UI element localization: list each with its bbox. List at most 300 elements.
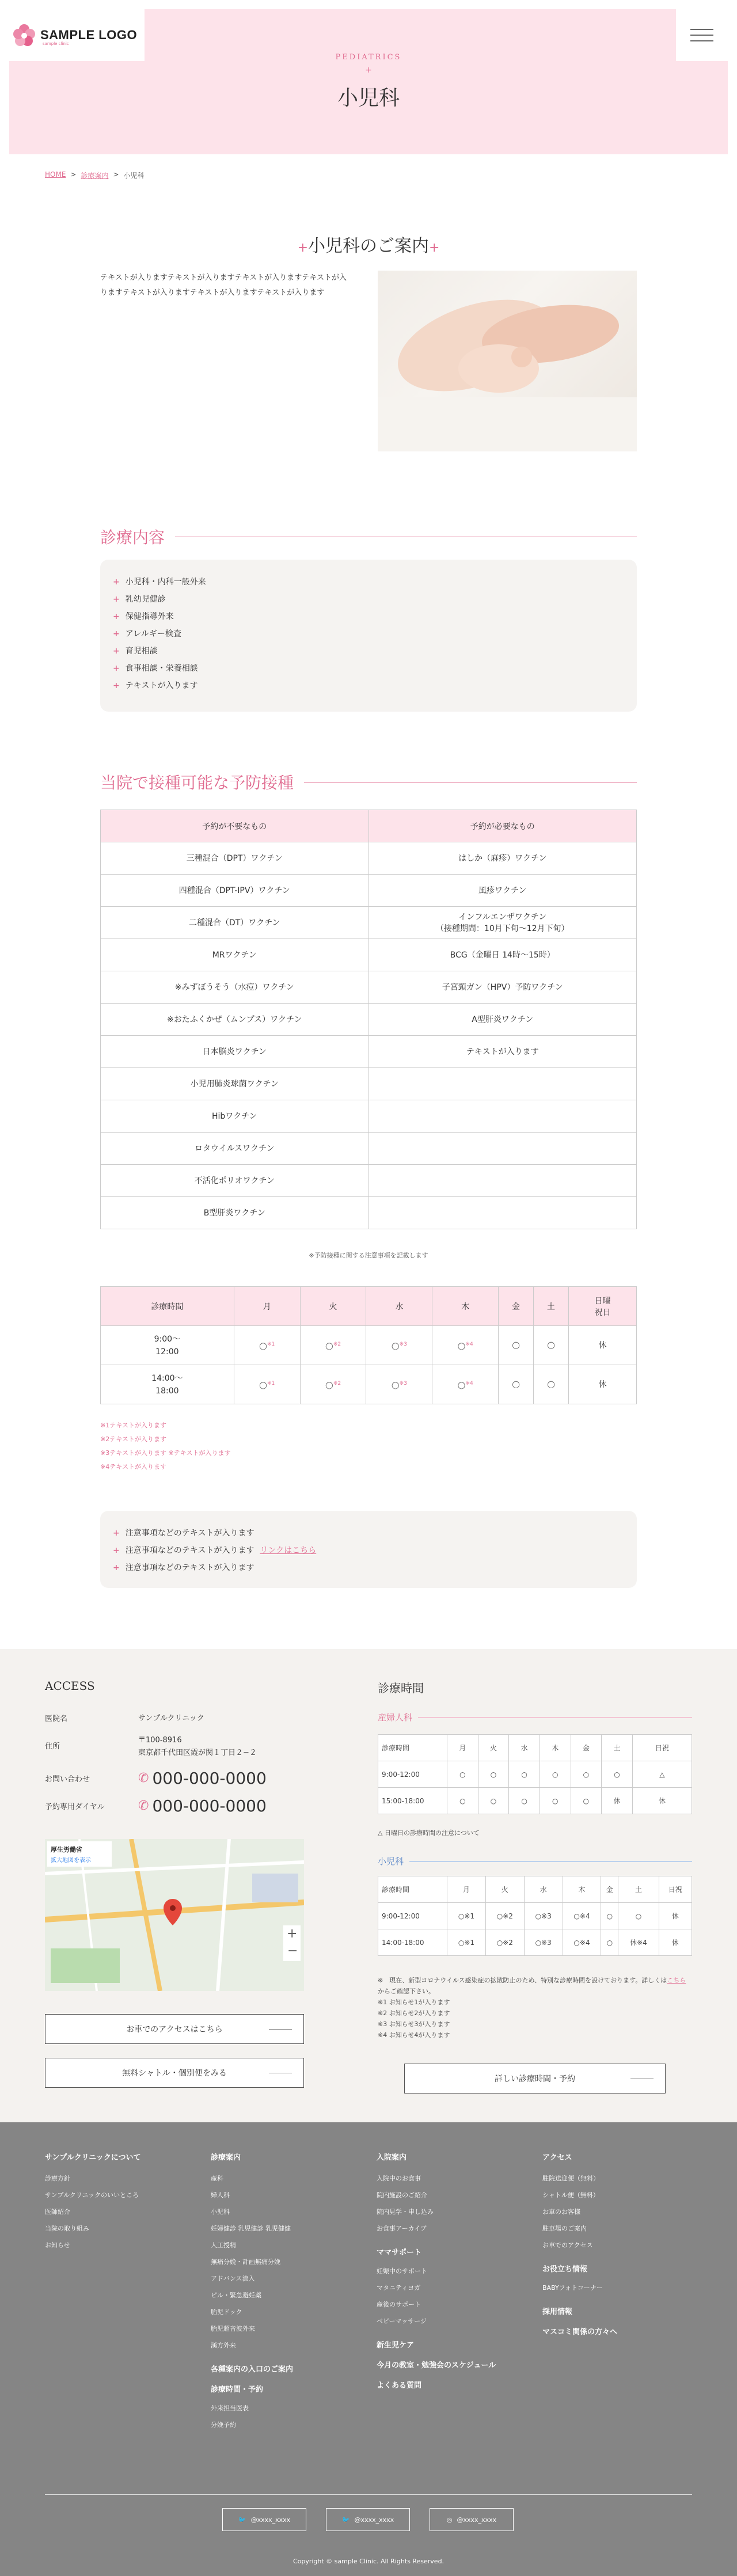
twitter-link[interactable]: 🐦 @xxxx_xxxx: [222, 2508, 306, 2531]
footnote-ref: ※1: [267, 1380, 275, 1386]
footnote-ref: ※3: [399, 1341, 407, 1347]
mini-cell: ○※3: [524, 1903, 563, 1929]
vaccine-cell: 小児用肺炎球菌ワクチン: [101, 1068, 369, 1100]
instagram-icon: ◎: [446, 2516, 453, 2524]
mini-header-cell: 日祝: [632, 1735, 692, 1761]
vaccine-cell-text: インフルエンザワクチン: [458, 912, 547, 922]
vaccine-cell: 不活化ポリオワクチン: [101, 1165, 369, 1197]
mini-header-cell: 火: [485, 1876, 524, 1903]
plus-icon: +: [113, 629, 120, 639]
mini-header-cell: 月: [447, 1876, 486, 1903]
hours-cell: [569, 1365, 637, 1404]
mini-header-cell: 水: [509, 1735, 540, 1761]
footer-link[interactable]: 婦人科: [211, 2191, 230, 2199]
twitter-icon: 🐦: [238, 2516, 246, 2524]
hours-cell: [534, 1365, 569, 1404]
car-access-button[interactable]: お車でのアクセスはこちら: [45, 2014, 304, 2044]
peds-note-covid: ※ 現在、新型コロナウイルス感染症の拡散防止のため、特別な診療時間を設けております。詳しくはこちらからご確認下さい。: [378, 1977, 686, 1995]
footer-col-services: [211, 2151, 293, 2433]
mini-cell: ○: [602, 1761, 633, 1788]
footer-link[interactable]: 妊娠中のサポート: [377, 2267, 427, 2275]
services-panel: [100, 560, 637, 712]
vaccine-cell: [368, 842, 637, 875]
detailed-hours-button[interactable]: 詳しい診療時間・予約: [404, 2064, 666, 2094]
vaccine-cell-text: 風疹ワクチン: [478, 886, 527, 895]
time-line: 18:00: [155, 1386, 179, 1396]
mini-row: [378, 1929, 692, 1956]
availability-mark: 休: [598, 1380, 607, 1389]
service-item-label: 育児相談: [125, 647, 158, 656]
footer-link[interactable]: シャトル便（無料）: [542, 2191, 599, 2199]
footnote: ※3テキストが入ります ※テキストが入ります: [100, 1449, 231, 1457]
vaccine-cell-text: テキストが入ります: [466, 1047, 539, 1057]
footer-heading[interactable]: マスコミ関係の方々へ: [542, 2328, 618, 2336]
footnote-ref: ※4: [465, 1341, 473, 1347]
service-item: [113, 677, 624, 694]
service-item-label: 乳幼児健診: [125, 595, 166, 604]
baby-hands-photo: [378, 271, 637, 451]
vaccines-title: 当院で接種可能な予防接種: [100, 773, 294, 792]
mini-header-cell: 土: [602, 1735, 633, 1761]
hours-cell: [499, 1365, 534, 1404]
footnote: ※4テキストが入ります: [100, 1463, 166, 1471]
instagram-link[interactable]: ◎ @xxxx_xxxx: [430, 2508, 514, 2531]
vaccine-cell: [368, 907, 637, 939]
footer-link[interactable]: 駐車場のご案内: [542, 2225, 587, 2232]
mini-cell: ○※4: [563, 1929, 601, 1956]
vaccine-cell: [368, 1197, 637, 1229]
availability-mark: ○: [391, 1379, 400, 1390]
peds-heading: 小児科: [378, 1855, 692, 1867]
mini-cell: ○: [571, 1788, 602, 1814]
vaccine-row: [101, 875, 637, 907]
plus-icon: +: [113, 595, 120, 604]
hours-cell: [366, 1365, 432, 1404]
mini-cell: ○: [540, 1761, 571, 1788]
footer-link[interactable]: ピル・緊急避妊薬: [211, 2292, 261, 2299]
phone-icon: ✆: [138, 1771, 149, 1785]
mini-cell: 14:00-18:00: [378, 1929, 447, 1956]
access-title: ACCESS: [45, 1679, 95, 1693]
mini-cell: ○: [571, 1761, 602, 1788]
map-zoom-in-button[interactable]: +: [287, 1927, 298, 1941]
peds-note: ※3 お知らせ3が入ります: [378, 2020, 450, 2028]
footer-link[interactable]: 外来担当医表: [211, 2404, 249, 2412]
map-place-label: 厚生労働省: [51, 1846, 82, 1853]
service-item-label: 保健指導外来: [125, 612, 174, 621]
pediatric-hours-table: [100, 1286, 637, 1404]
vaccine-cell: 日本脳炎ワクチン: [101, 1036, 369, 1068]
vaccine-cell: [368, 939, 637, 971]
peds-note: ※1 お知らせ1が入ります: [378, 1999, 450, 2006]
mini-header-cell: 木: [540, 1735, 571, 1761]
footer-col-access: [542, 2151, 617, 2342]
vaccine-cell: [368, 1036, 637, 1068]
hours-row: [101, 1365, 637, 1404]
service-item: [113, 643, 624, 660]
intro-title-text: 小児科のご案内: [308, 236, 429, 256]
vaccine-cell-subtext: （接種期間：10月下旬〜12月下旬）: [435, 924, 569, 933]
menu-line-icon: [690, 40, 713, 41]
breadcrumb-home-link[interactable]: HOME: [45, 170, 66, 178]
mini-row: [378, 1788, 692, 1814]
footer-link[interactable]: 人工授精: [211, 2241, 236, 2249]
hours-cell: [234, 1326, 300, 1365]
hours-cell: [432, 1365, 499, 1404]
availability-mark: ○: [457, 1379, 466, 1390]
mini-header-cell: 診療時間: [378, 1876, 447, 1903]
access-section: [0, 1649, 737, 2122]
clinic-hours-title: 診療時間: [378, 1681, 424, 1695]
mini-cell: △: [632, 1761, 692, 1788]
footer-link[interactable]: ベビーマッサージ: [377, 2317, 427, 2325]
vaccine-cell-text: はしか（麻疹）ワクチン: [458, 853, 547, 863]
footer-divider: [45, 2494, 692, 2495]
vaccine-cell: 四種混合（DPT-IPV）ワクチン: [101, 875, 369, 907]
hours-header-cell: 火: [300, 1287, 366, 1326]
twitter-icon: 🐦: [341, 2516, 350, 2524]
plus-icon: +: [113, 577, 120, 587]
vaccine-cell: ※おたふくかぜ（ムンプス）ワクチン: [101, 1004, 369, 1036]
hours-cell: [300, 1326, 366, 1365]
vaccine-row: [101, 939, 637, 971]
hero-plus-mark: +: [365, 66, 372, 75]
hours-header-cell: 土: [534, 1287, 569, 1326]
services-heading: [100, 525, 637, 548]
vaccine-row: [101, 1004, 637, 1036]
footer-link[interactable]: 胎児ドック: [211, 2308, 242, 2316]
hours-cell: [432, 1326, 499, 1365]
mini-cell: ○: [447, 1788, 478, 1814]
notice-panel: [100, 1511, 637, 1588]
footer-col-hospital: [377, 2151, 496, 2396]
mini-cell: ○: [509, 1761, 540, 1788]
mini-cell: ○: [601, 1929, 618, 1956]
notice-item: + 注意事項などのテキストが入ります: [113, 1525, 624, 1542]
mini-cell: ○※2: [485, 1903, 524, 1929]
availability-mark: ○: [325, 1379, 333, 1390]
hours-time-cell: [101, 1365, 234, 1404]
vaccine-cell: ※みずぼうそう（水痘）ワクチン: [101, 971, 369, 1004]
footer-link[interactable]: 漢方外来: [211, 2342, 236, 2349]
hours-header-cell: 水: [366, 1287, 432, 1326]
twitter-link[interactable]: 🐦 @xxxx_xxxx: [326, 2508, 410, 2531]
footer-link[interactable]: 医師紹介: [45, 2208, 70, 2216]
vaccine-cell: [368, 875, 637, 907]
service-item: [113, 591, 624, 608]
vaccine-row: [101, 907, 637, 939]
vaccine-row: [101, 842, 637, 875]
footer-link[interactable]: 診療方針: [45, 2175, 70, 2182]
footer-link[interactable]: 院内見学・申し込み: [377, 2208, 434, 2216]
breadcrumb-parent-link[interactable]: 診療案内: [81, 172, 109, 180]
contact-row: お問い合わせ ✆ 000-000-0000: [45, 1769, 267, 1788]
mini-cell: ○※1: [447, 1929, 486, 1956]
time-line: 12:00: [155, 1347, 179, 1357]
shuttle-button[interactable]: 無料シャトル・個別便をみる: [45, 2058, 304, 2088]
obgyn-hours-table: [378, 1734, 692, 1814]
breadcrumb-separator: >: [113, 170, 119, 178]
availability-mark: ○: [547, 1339, 556, 1350]
footnote-ref: ※2: [333, 1380, 341, 1386]
mini-header-cell: 木: [563, 1876, 601, 1903]
vaccine-row: [101, 1165, 637, 1197]
footer-heading[interactable]: サンプルクリニックについて: [45, 2153, 141, 2162]
mini-header-cell: 月: [447, 1735, 478, 1761]
mini-cell: 休: [632, 1788, 692, 1814]
plus-icon: +: [297, 241, 308, 255]
vaccine-cell: [368, 1004, 637, 1036]
hours-header-cell: [569, 1287, 637, 1326]
vaccine-table: [100, 810, 637, 1229]
mini-header-cell: 診療時間: [378, 1735, 447, 1761]
notice-list: [100, 1511, 637, 1590]
footer-heading[interactable]: 新生児ケア: [377, 2341, 415, 2350]
vaccine-cell: MRワクチン: [101, 939, 369, 971]
footer-link[interactable]: 小児科: [211, 2208, 230, 2216]
mini-cell: ○※2: [485, 1929, 524, 1956]
vaccine-col-no-reservation: 予約が不要なもの: [101, 810, 369, 842]
mini-header-cell: 火: [478, 1735, 509, 1761]
footer-heading[interactable]: 診療時間・予約: [211, 2385, 264, 2394]
service-item-label: 食事相談・栄養相談: [125, 664, 198, 673]
plus-icon: +: [113, 1546, 120, 1555]
google-map[interactable]: [45, 1839, 304, 1991]
map-enlarge-link[interactable]: 拡大地図を表示: [51, 1857, 91, 1864]
vaccine-row: [101, 1036, 637, 1068]
footer-link[interactable]: 分娩予約: [211, 2421, 236, 2429]
vaccine-cell: [368, 971, 637, 1004]
mini-header-cell: 金: [601, 1876, 618, 1903]
hours-time-cell: [101, 1326, 234, 1365]
vaccines-heading: [100, 770, 637, 793]
services-list: [100, 560, 637, 708]
phone-icon: ✆: [138, 1799, 149, 1813]
plus-icon: +: [113, 1529, 120, 1538]
mini-cell: 休: [659, 1929, 692, 1956]
mini-cell: ○※3: [524, 1929, 563, 1956]
footer-heading[interactable]: 診療案内: [211, 2153, 241, 2162]
vaccine-cell: 二種混合（DT）ワクチン: [101, 907, 369, 939]
hours-cell: [499, 1326, 534, 1365]
footnote-ref: ※1: [267, 1341, 275, 1347]
page-title: 小児科: [337, 86, 400, 110]
vaccine-cell: [368, 1133, 637, 1165]
plus-icon: +: [429, 241, 440, 255]
breadcrumb: [45, 170, 145, 180]
footer-link[interactable]: お車のお客様: [542, 2208, 580, 2216]
footnote-ref: ※3: [399, 1380, 407, 1386]
obgyn-heading: 産婦人科: [378, 1711, 692, 1723]
hours-cell: [366, 1326, 432, 1365]
vaccine-cell: 三種混合（DPT）ワクチン: [101, 842, 369, 875]
notice-item: + 注意事項などのテキストが入ります リンクはこちら: [113, 1542, 624, 1559]
plus-icon: +: [113, 681, 120, 690]
hours-cell: [234, 1365, 300, 1404]
copyright: Copyright © sample Clinic. All Rights Reserved.: [292, 2558, 445, 2565]
breadcrumb-separator: >: [70, 170, 77, 178]
vaccine-row: [101, 1100, 637, 1133]
mini-cell: 9:00-12:00: [378, 1761, 447, 1788]
logo-text: SAMPLE LOGO: [40, 28, 138, 42]
vaccine-cell: ロタウイルスワクチン: [101, 1133, 369, 1165]
mini-cell: ○※1: [447, 1903, 486, 1929]
hours-cell: [300, 1365, 366, 1404]
vaccine-cell: [368, 1165, 637, 1197]
mini-header-cell: 金: [571, 1735, 602, 1761]
peds-note-link[interactable]: こちら: [667, 1977, 686, 1984]
hero-english-title: PEDIATRICS: [335, 53, 402, 62]
clinic-name-row: 医院名 サンプルクリニック: [45, 1714, 204, 1723]
footer-link[interactable]: BABYフォトコーナー: [542, 2284, 603, 2292]
hours-header-cell: 金: [499, 1287, 534, 1326]
footer-link[interactable]: アドバンス流入: [211, 2275, 255, 2282]
footer-link[interactable]: お車でのアクセス: [542, 2241, 593, 2249]
mini-cell: 休※4: [618, 1929, 659, 1956]
hours-cell: [569, 1326, 637, 1365]
header-line: 日曜: [594, 1296, 611, 1306]
footer-link[interactable]: お知らせ: [45, 2241, 70, 2249]
mini-cell: ○: [618, 1903, 659, 1929]
footnote-ref: ※4: [465, 1380, 473, 1386]
footer-link[interactable]: 妊婦健診 乳児健診 乳児健健: [211, 2225, 291, 2232]
vaccine-col-reservation: 予約が必要なもの: [368, 810, 637, 842]
mini-cell: ○※4: [563, 1903, 601, 1929]
footer-heading[interactable]: 各種案内の入口のご案内: [211, 2365, 294, 2374]
footer-link[interactable]: 院内施設のご紹介: [377, 2191, 427, 2199]
mini-cell: ○: [478, 1761, 509, 1788]
footer-link[interactable]: サンプルクリニックのいいところ: [45, 2191, 139, 2199]
service-item: [113, 625, 624, 643]
notice-link[interactable]: リンクはこちら: [260, 1546, 317, 1555]
mini-header-cell: 日祝: [659, 1876, 692, 1903]
service-item-label: 小児科・内科一般外来: [125, 577, 206, 587]
reservation-phone[interactable]: ✆ 000-000-0000: [138, 1796, 267, 1815]
availability-mark: ○: [547, 1378, 556, 1389]
footer-link[interactable]: 無痛分娩・計画無痛分娩: [211, 2258, 280, 2266]
availability-mark: ○: [391, 1340, 400, 1351]
mini-cell: ○: [447, 1761, 478, 1788]
footnote-ref: ※2: [333, 1341, 341, 1347]
contact-phone[interactable]: ✆ 000-000-0000: [138, 1769, 267, 1788]
service-item-label: アレルギー検査: [125, 629, 181, 639]
vaccine-cell-text: 子宮頸ガン（HPV）予防ワクチン: [442, 982, 563, 992]
map-zoom-out-button[interactable]: −: [287, 1944, 298, 1958]
availability-mark: ○: [259, 1340, 267, 1351]
site-footer: [0, 2122, 737, 2576]
footer-heading[interactable]: アクセス: [542, 2153, 572, 2162]
vaccine-cell-text: BCG（金曜日 14時〜15時）: [450, 950, 555, 960]
mini-cell: ○: [540, 1788, 571, 1814]
vaccine-row: [101, 971, 637, 1004]
vaccine-row: [101, 1133, 637, 1165]
mini-cell: 休: [602, 1788, 633, 1814]
footer-heading[interactable]: 採用情報: [542, 2308, 573, 2316]
vaccine-cell: Hibワクチン: [101, 1100, 369, 1133]
intro-title: [0, 231, 737, 257]
plus-icon: +: [113, 647, 120, 656]
mini-header-cell: 水: [524, 1876, 563, 1903]
mini-header-row: [378, 1735, 692, 1761]
obgyn-note: △ 日曜日の診療時間の注意について: [378, 1829, 480, 1837]
reservation-row: 予約専用ダイヤル ✆ 000-000-0000: [45, 1796, 267, 1815]
mini-row: [378, 1903, 692, 1929]
logo-subtext: sample clinic: [43, 41, 69, 46]
footer-heading[interactable]: お役立ち情報: [542, 2265, 588, 2274]
availability-mark: 休: [598, 1340, 607, 1350]
vaccine-cell-text: A型肝炎ワクチン: [472, 1015, 534, 1024]
footer-link[interactable]: お食事アーカイブ: [377, 2225, 427, 2232]
vaccine-row: [101, 1068, 637, 1100]
service-item: [113, 608, 624, 625]
availability-mark: ○: [325, 1340, 333, 1351]
service-item: [113, 660, 624, 677]
time-line: 14:00〜: [151, 1373, 183, 1383]
footer-heading[interactable]: 今月の教室・勉強会のスケジュール: [377, 2361, 496, 2370]
plus-icon: +: [113, 664, 120, 673]
notice-item: + 注意事項などのテキストが入ります: [113, 1559, 624, 1576]
footer-link[interactable]: 当院の取り組み: [45, 2225, 89, 2232]
footer-heading[interactable]: ママサポート: [377, 2248, 422, 2257]
vaccine-cell: B型肝炎ワクチン: [101, 1197, 369, 1229]
mini-header-row: [378, 1876, 692, 1903]
footer-link[interactable]: 胎児超音波外来: [211, 2325, 255, 2332]
menu-line-icon: [690, 29, 713, 30]
vaccine-cell: [368, 1100, 637, 1133]
footer-link[interactable]: 駐院送迎便（無料）: [542, 2175, 599, 2182]
mini-cell: ○: [509, 1788, 540, 1814]
footer-link[interactable]: 産後のサポート: [377, 2301, 421, 2308]
header-line: 祝日: [594, 1308, 611, 1317]
peds-hours-table: [378, 1876, 692, 1956]
mini-header-cell: 土: [618, 1876, 659, 1903]
footer-col-about: [45, 2151, 141, 2254]
footer-link[interactable]: 入院中のお食事: [377, 2175, 421, 2182]
hours-row: [101, 1326, 637, 1365]
address-row: 住所 〒100-8916 東京都千代田区霞が関１丁目２−２: [45, 1736, 257, 1757]
availability-mark: ○: [512, 1378, 521, 1389]
vaccine-row: [101, 1197, 637, 1229]
peds-notes: [378, 1975, 692, 2041]
services-title: 診療内容: [100, 528, 165, 547]
peds-note: ※2 お知らせ2が入ります: [378, 2009, 450, 2017]
peds-note: ※4 お知らせ4が入ります: [378, 2031, 450, 2039]
footer-link[interactable]: 産科: [211, 2175, 223, 2182]
footnote: ※1テキストが入ります: [100, 1422, 166, 1429]
page-hero: [9, 9, 728, 154]
hours-header-cell: 診療時間: [101, 1287, 234, 1326]
footer-heading[interactable]: 入院案内: [377, 2153, 407, 2162]
breadcrumb-current: 小児科: [123, 172, 145, 180]
service-item-label: テキストが入ります: [125, 681, 198, 690]
hours-header-cell: 木: [432, 1287, 499, 1326]
arrow-line-icon: [269, 2029, 292, 2030]
hours-footnotes: [100, 1419, 231, 1474]
time-line: 9:00〜: [154, 1334, 181, 1344]
mini-cell: 15:00-18:00: [378, 1788, 447, 1814]
mini-row: [378, 1761, 692, 1788]
flower-logo-icon: [12, 22, 37, 48]
availability-mark: ○: [259, 1379, 267, 1390]
footer-heading[interactable]: よくある質問: [377, 2381, 422, 2390]
mini-cell: 休: [659, 1903, 692, 1929]
mini-cell: ○: [601, 1903, 618, 1929]
hands-illustration: [378, 271, 637, 451]
vaccine-cell: [368, 1068, 637, 1100]
availability-mark: ○: [512, 1339, 521, 1350]
plus-icon: +: [113, 1563, 120, 1572]
footer-link[interactable]: マタニティヨガ: [377, 2284, 421, 2292]
